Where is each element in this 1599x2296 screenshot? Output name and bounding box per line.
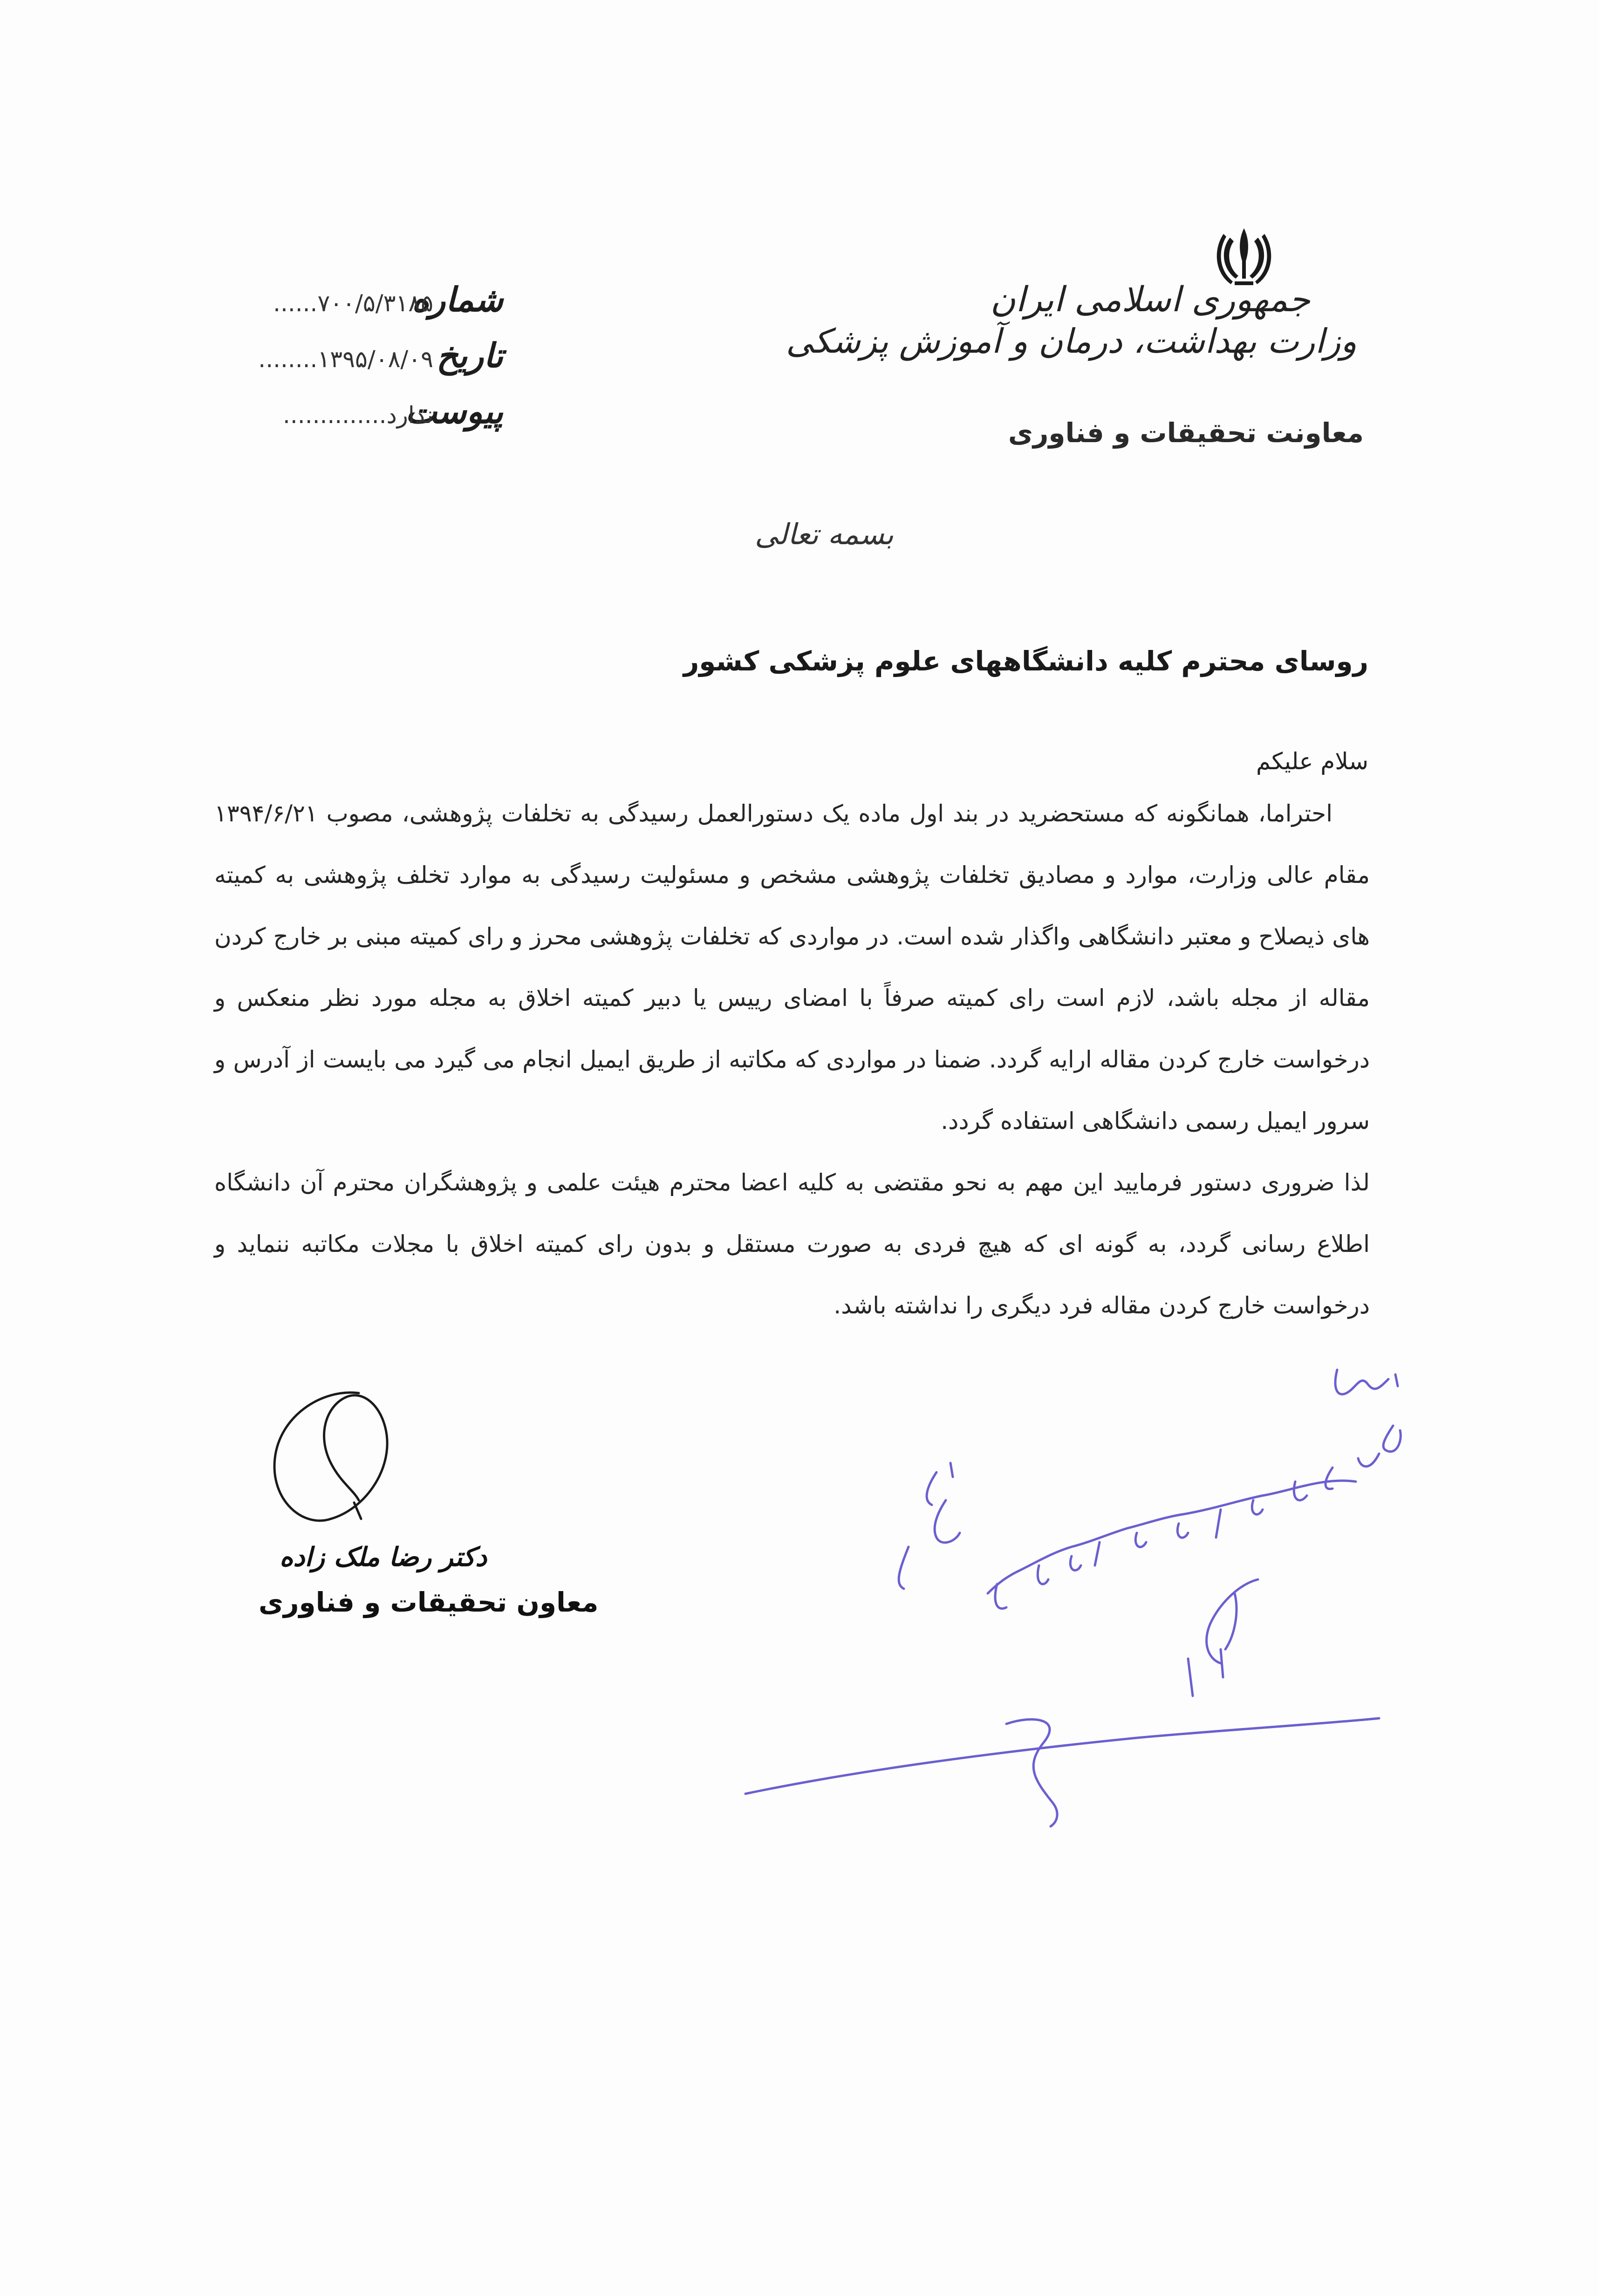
number-label: شماره xyxy=(411,280,503,319)
basmala: بسمه تعالی xyxy=(755,517,894,551)
body-paragraph-2: لذا ضروری دستور فرمایید این مهم به نحو مقتضی به کلیه اعضا محترم هیئت علمی و پژوهشگران محترم آن دانشگاه اطلاع رسانی گردد، به گونه ای که هیچ فردی به صورت مستقل و بدون رای کمیته اخلاق با مجلات مکاتبه ننماید و درخواست خارج کردن مقاله فرد دیگری را نداشته باشد. xyxy=(214,1169,1370,1319)
date-label: تاریخ xyxy=(436,335,503,375)
ministry-line-1: جمهوری اسلامی ایران xyxy=(990,280,1310,320)
letter-date xyxy=(233,335,503,382)
addressee: روسای محترم کلیه دانشگاههای علوم پزشکی کشور xyxy=(683,645,1368,677)
letter-attachment xyxy=(233,391,503,438)
date-value: ۱۳۹۵/۰۸/۰۹........ xyxy=(258,346,433,373)
letter-number xyxy=(233,280,503,326)
attachment-label: پیوست xyxy=(405,391,503,431)
greeting: سلام علیکم xyxy=(1256,748,1368,775)
handwritten-annotation xyxy=(718,1360,1463,1836)
signer-title: معاون تحقیقات و فناوری xyxy=(259,1586,599,1618)
letter-body xyxy=(214,783,1370,1336)
deputy-title: معاونت تحقیقات و فناوری xyxy=(1008,417,1364,449)
iran-emblem-icon xyxy=(1211,224,1277,289)
attachment-value: ندارد.............. xyxy=(283,402,433,429)
number-value: ۷۰۰/۵/۳۱۸۵...... xyxy=(273,290,433,317)
signer-name: دکتر رضا ملک زاده xyxy=(280,1542,487,1572)
body-paragraph-1: احتراما، همانگونه که مستحضرید در بند اول ماده یک دستورالعمل رسیدگی به تخلفات پژوهشی، مصوب ۱۳۹۴/۶/۲۱ مقام عالی وزارت، موارد و مصادیق تخلفات پژوهشی مشخص و مسئولیت رسیدگی به موارد تخلف پژوهشی به کمیته های ذیصلاح و معتبر دانشگاهی واگذار شده است. در مواردی که تخلفات پژوهشی محرز و رای کمیته مبنی بر خارج کردن مقاله از مجله باشد، لازم است رای کمیته صرفاً با امضای رییس یا دبیر کمیته اخلاق به مجله مورد نظر منعکس و درخواست خارج کردن مقاله ارایه گردد. ضمنا در مواردی که مکاتبه از طریق ایمیل انجام می گیرد می بایست از آدرس و سرور ایمیل رسمی دانشگاهی استفاده گردد. xyxy=(214,800,1370,1134)
ministry-line-2: وزارت بهداشت، درمان و آموزش پزشکی xyxy=(786,321,1357,361)
